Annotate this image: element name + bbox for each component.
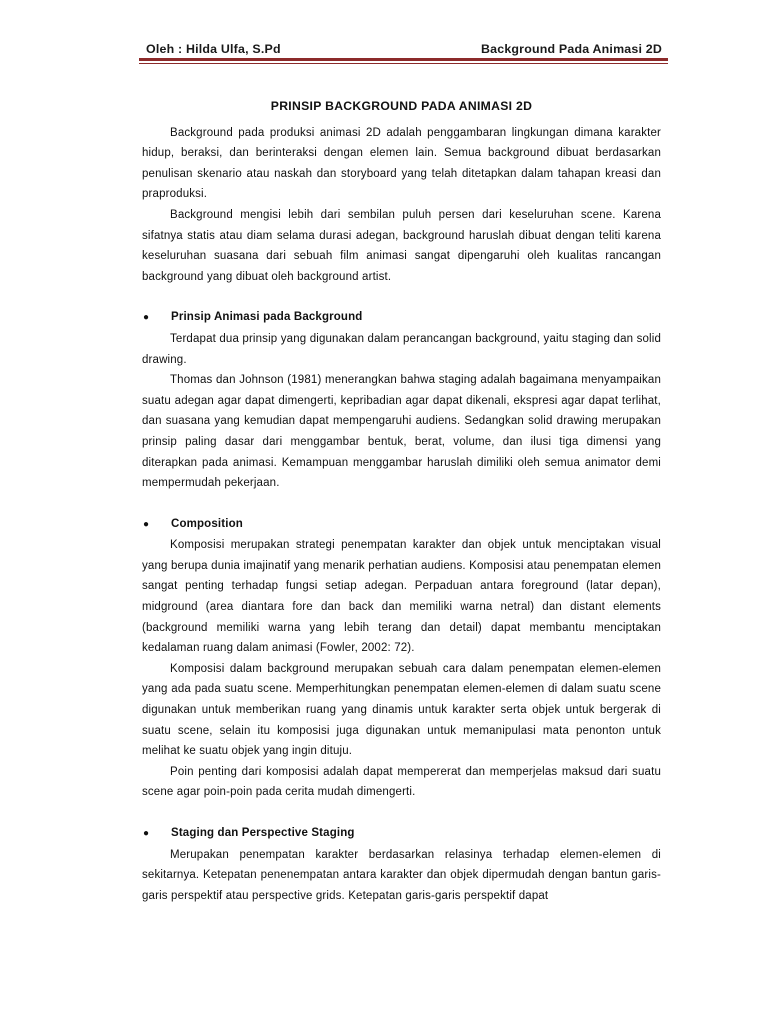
header-rule-thin — [139, 63, 668, 64]
section-paragraph: Thomas dan Johnson (1981) menerangkan bahwa staging adalah bagaimana menyampaikan suatu adegan agar dapat dimengerti, kepribadian agar dapat dikenali, ekspresi agar dapat terlihat, dan suasana yang kemudian dapat mempengaruhi audiens. Sedangkan solid drawing merupakan prinsip paling dasar dari menggambar bentuk, berat, volume, dan ilusi tiga dimensi yang diterapkan pada animasi. Kemampuan menggambar haruslah dimiliki oleh semua animator demi mempermudah pekerjaan. — [142, 374, 661, 490]
section-paragraph: Terdapat dua prinsip yang digunakan dalam perancangan background, yaitu staging dan solid drawing. — [142, 332, 661, 366]
intro-paragraph-2: Background mengisi lebih dari sembilan puluh persen dari keseluruhan scene. Karena sifatnya statis atau diam selama durasi adegan, background haruslah dibuat dengan teliti karena keseluruhan suasana dari sebuah film animasi sangat dipengaruhi oleh kualitas rancangan background yang dibuat oleh background artist. — [142, 208, 661, 283]
bullet-icon: ● — [143, 312, 150, 324]
intro-paragraph-1: Background pada produksi animasi 2D adalah penggambaran lingkungan dimana karakter hidup, beraksi, dan berinteraksi dengan elemen lain. Semua background dibuat berdasarkan penulisan skenario atau naskah dan storyboard yang telah ditetapkan dalam tahapan kreasi dan praproduksi. — [142, 126, 661, 201]
bullet-icon: ● — [143, 828, 150, 839]
section-heading-label: Prinsip Animasi pada Background — [171, 311, 363, 324]
section-paragraph: Poin penting dari komposisi adalah dapat mempererat dan memperjelas maksud dari suatu scene agar poin-poin pada cerita mudah dimengerti. — [142, 765, 661, 799]
header-author: Oleh : Hilda Ulfa, S.Pd — [146, 42, 281, 56]
document-body — [142, 96, 661, 906]
header-rule-thick — [139, 58, 668, 61]
section-paragraph: Merupakan penempatan karakter berdasarkan relasinya terhadap elemen-elemen di sekitarnya. Ketepatan penenempatan antara karakter dan objek dipermudah dengan bantun garis-garis perspektif atau perspective grids. Ketepatan garis-garis perspektif dapat — [142, 848, 661, 902]
header-doc-title: Background Pada Animasi 2D — [480, 42, 662, 56]
section-paragraph: Komposisi dalam background merupakan sebuah cara dalam penempatan elemen-elemen yang ada pada suatu scene. Memperhitungkan penempatan elemen-elemen di dalam suatu scene digunakan untuk memberikan ruang yang dinamis untuk karakter serta objek untuk bergerak di suatu scene, selain itu komposisi juga digunakan untuk memanipulasi mata penonton untuk melihat ke suatu objek yang ingin dituju. — [142, 662, 661, 758]
section-heading-staging — [142, 823, 661, 845]
section-heading-label: Composition — [171, 517, 243, 530]
section-heading-composition — [142, 514, 661, 536]
section-paragraph: Komposisi merupakan strategi penempatan karakter dan objek untuk menciptakan visual yang berupa dunia imajinatif yang menarik perhatian audiens. Komposisi atau penempatan elemen sangat penting terhadap fungsi setiap adegan. Perpaduan antara foreground (latar depan), midground (area diantara fore dan back dan memiliki warna netral) dan distant elements (background memiliki warna yang lebih terang dan detail) dapat membantu menciptakan kedalaman ruang dalam animasi (Fowler, 2002: 72). — [142, 539, 661, 655]
section-heading-label: Staging dan Perspective Staging — [171, 827, 355, 839]
document-title: PRINSIP BACKGROUND PADA ANIMASI 2D — [270, 99, 533, 113]
bullet-icon: ● — [143, 518, 150, 530]
section-heading-prinsip — [142, 307, 661, 329]
page-header — [146, 36, 662, 56]
